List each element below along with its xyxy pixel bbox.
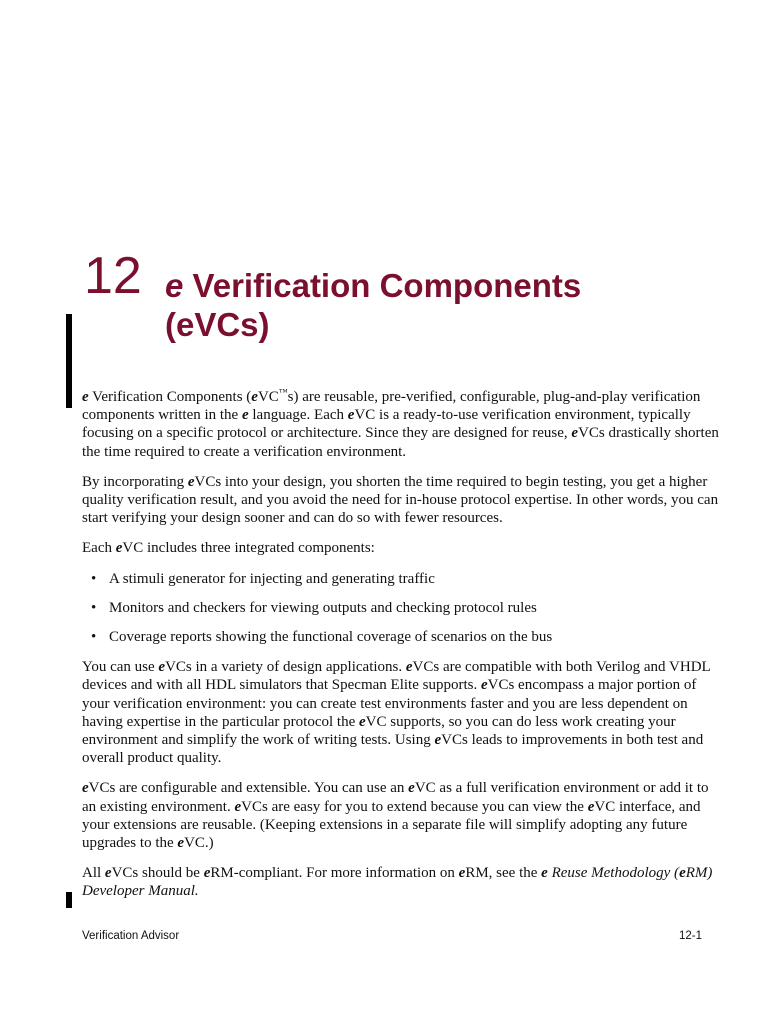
chapter-number: 12 <box>84 247 142 305</box>
text: VC is a ready-to-use verification environment, typically focusing on a specific protocol or architecture. Since they are designed for reuse, <box>82 407 691 442</box>
emphasis-e: e <box>587 798 595 815</box>
emphasis-e: e <box>347 407 355 424</box>
paragraph-components-intro <box>82 539 722 557</box>
emphasis-e: e <box>408 780 415 797</box>
emphasis-e: e <box>158 659 166 676</box>
emphasis-e: e <box>115 540 123 557</box>
text: language. Each <box>248 407 348 424</box>
footer-page-number: 12-1 <box>678 930 702 942</box>
text: RM, see the <box>465 865 542 882</box>
emphasis-e: e <box>187 473 195 490</box>
emphasis-e: e <box>177 835 185 852</box>
text: RM-compliant. For more information on <box>210 865 459 882</box>
emphasis-e: e <box>434 732 442 749</box>
text: VCs leads to improvements in both test and overall product quality. <box>82 732 704 767</box>
list-item: • A stimuli generator for injecting and generating traffic <box>82 570 722 588</box>
text: Verification Components ( <box>88 389 252 405</box>
text: VCs drastically shorten the time required to create a verification environment. <box>82 425 719 460</box>
manual-title-text: RM) Developer Manual. <box>82 865 713 900</box>
emphasis-e: e <box>234 798 242 815</box>
emphasis-e: e <box>458 865 466 882</box>
text: By incorporating <box>82 473 188 490</box>
emphasis-e: e <box>405 659 413 676</box>
body-text <box>82 388 722 913</box>
text: VCs into your design, you shorten the time required to begin testing, you get a higher quality verification result, and you avoid the need for in-house protocol expertise. In other words, you can start verifying your design sooner and can do so with fewer resources. <box>82 473 719 527</box>
text: VC <box>257 389 279 405</box>
paragraph-erm <box>82 864 722 900</box>
emphasis-e: e <box>679 865 686 882</box>
text: VCs in a variety of design applications. <box>165 659 406 676</box>
list-item: • Monitors and checkers for viewing outputs and checking protocol rules <box>82 599 722 617</box>
chapter-title-e: e <box>165 267 184 304</box>
paragraph-intro <box>82 388 722 461</box>
text: VC as a full verification environment or add it to an existing environment. <box>82 780 709 815</box>
emphasis-e: e <box>571 425 579 442</box>
emphasis-e: e <box>82 780 89 797</box>
emphasis-e: e <box>82 389 89 405</box>
paragraph-configurable <box>82 779 722 852</box>
text: VC interface, and your extensions are reusable. (Keeping extensions in a separate file will simplify adopting any future upgrades to the <box>82 798 701 852</box>
change-bar <box>66 892 72 908</box>
emphasis-e: e <box>241 407 249 424</box>
text: VCs are compatible with both Verilog and VHDL devices and with all HDL simulators that Specman Elite supports. <box>82 659 711 694</box>
text: All <box>82 865 105 882</box>
component-list <box>82 570 722 647</box>
chapter-title-line2: (eVCs) <box>165 306 270 343</box>
emphasis-e: e <box>480 677 488 694</box>
footer-book-title: Verification Advisor <box>82 930 180 942</box>
text: VCs should be <box>111 865 204 882</box>
text: VC includes three integrated components: <box>122 540 375 557</box>
chapter-title-line1: Verification Components <box>183 267 582 304</box>
text: s) are reusable, pre-verified, configurable, plug-and-play verification components written in the <box>82 389 701 424</box>
text: VC supports, so you can do less work creating your environment and simplify the work of writing tests. Using <box>82 713 676 749</box>
text: VCs encompass a major portion of your verification environment: you can create test environments faster and you are less dependent on having expertise in the particular protocol the <box>82 677 697 730</box>
paragraph-applications <box>82 658 722 767</box>
emphasis-e: e <box>359 713 366 730</box>
paragraph-incorporating <box>82 473 722 528</box>
emphasis-e: e <box>104 865 112 882</box>
manual-title-text: Reuse Methodology ( <box>547 865 680 882</box>
emphasis-e: e <box>203 865 211 882</box>
text: VC.) <box>184 835 214 852</box>
emphasis-e: e <box>541 865 548 882</box>
trademark: ™ <box>278 387 288 397</box>
text: You can use <box>82 659 159 676</box>
change-bar <box>66 314 72 408</box>
list-item: • Coverage reports showing the functional coverage of scenarios on the bus <box>82 628 722 646</box>
emphasis-e: e <box>251 389 258 405</box>
text: VCs are configurable and extensible. You can use an <box>88 780 409 797</box>
chapter-title <box>165 266 725 344</box>
text: VCs are easy for you to extend because you can view the <box>241 798 588 815</box>
text: Each <box>82 540 116 557</box>
